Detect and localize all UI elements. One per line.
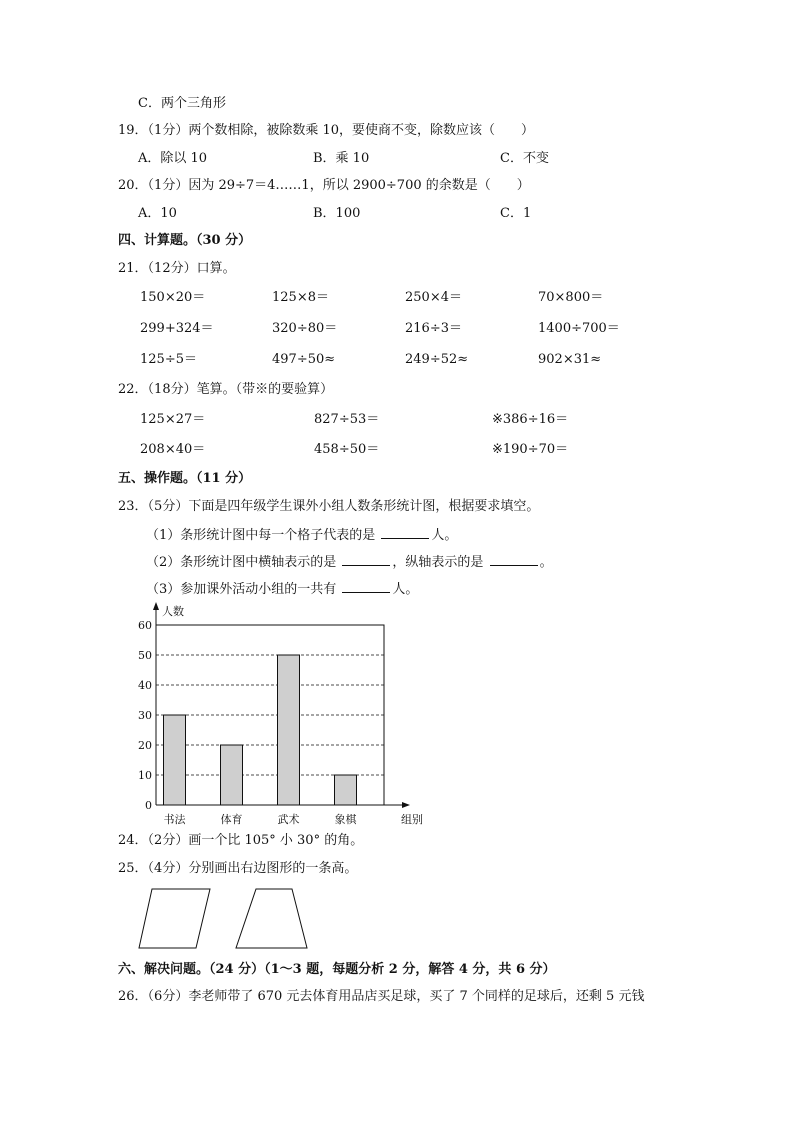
q21-item: 150×20＝ bbox=[140, 290, 206, 305]
y-tick-label: 40 bbox=[138, 679, 152, 692]
q22-item: 208×40＝ bbox=[140, 442, 206, 457]
q21-item: 250×4＝ bbox=[405, 290, 462, 305]
bar bbox=[221, 745, 243, 805]
q23-sub3-unit: 人。 bbox=[392, 582, 419, 597]
q23-sub3-text: （3）参加课外活动小组的一共有 bbox=[146, 582, 337, 597]
section5-title: 五、操作题。（11 分） bbox=[118, 471, 252, 486]
y-tick-label: 60 bbox=[138, 619, 152, 632]
q20-stem: 20．（1分）因为 29÷7＝4……1，所以 2900÷700 的余数是（ ） bbox=[118, 178, 530, 193]
q21-item: 249÷52≈ bbox=[405, 352, 469, 367]
q21-item: 902×31≈ bbox=[538, 352, 602, 367]
bar bbox=[164, 715, 186, 805]
q24-stem: 24．（2分）画一个比 105° 小 30° 的角。 bbox=[118, 833, 364, 848]
bar-chart bbox=[118, 600, 428, 830]
q21-item: 320÷80＝ bbox=[272, 321, 338, 336]
q19-option-b: B．乘 10 bbox=[313, 151, 370, 166]
q23-sub1-text: （1）条形统计图中每一个格子代表的是 bbox=[146, 528, 376, 543]
q22-item: 827÷53＝ bbox=[314, 412, 380, 427]
answer-blank[interactable] bbox=[381, 526, 429, 539]
y-tick-label: 20 bbox=[138, 739, 152, 752]
y-tick-label: 30 bbox=[138, 709, 152, 722]
x-tick-label: 象棋 bbox=[334, 813, 357, 826]
y-tick-label: 10 bbox=[138, 769, 152, 782]
q18-option-c: C．两个三角形 bbox=[138, 96, 226, 111]
q22-item: ※190÷70＝ bbox=[492, 442, 569, 457]
q21-item: 125÷5＝ bbox=[140, 352, 197, 367]
q23-sub2-mid: ，纵轴表示的是 bbox=[392, 555, 484, 570]
q23-sub2 bbox=[146, 553, 553, 571]
q19-option-c: C．不变 bbox=[500, 151, 549, 166]
x-tick-label: 体育 bbox=[220, 813, 243, 826]
q25-stem: 25．（4分）分别画出右边图形的一条高。 bbox=[118, 861, 358, 876]
answer-blank[interactable] bbox=[342, 553, 390, 566]
q23-sub2-text: （2）条形统计图中横轴表示的是 bbox=[146, 555, 337, 570]
y-tick-label: 0 bbox=[145, 799, 152, 812]
answer-blank[interactable] bbox=[342, 580, 390, 593]
section4-title: 四、计算题。（30 分） bbox=[118, 233, 252, 248]
q23-sub3 bbox=[146, 580, 418, 598]
q20-option-a: A．10 bbox=[138, 206, 177, 221]
q22-item: 458÷50＝ bbox=[314, 442, 380, 457]
trapezoid-shape bbox=[236, 889, 307, 948]
x-tick-label: 书法 bbox=[163, 813, 186, 826]
x-tick-label: 武术 bbox=[277, 813, 300, 826]
q22-item: ※386÷16＝ bbox=[492, 412, 569, 427]
y-axis-arrow bbox=[153, 602, 159, 610]
q21-stem: 21．（12分）口算。 bbox=[118, 261, 236, 276]
y-tick-label: 50 bbox=[138, 649, 152, 662]
q23-sub2-end: 。 bbox=[539, 555, 553, 570]
q21-item: 125×8＝ bbox=[272, 290, 329, 305]
y-axis-label: 人数 bbox=[162, 605, 184, 618]
bar bbox=[278, 655, 300, 805]
q21-item: 1400÷700＝ bbox=[538, 321, 620, 336]
q23-sub1-unit: 人。 bbox=[431, 528, 458, 543]
answer-blank[interactable] bbox=[490, 553, 538, 566]
q26-stem: 26．（6分）李老师带了 670 元去体育用品店买足球，买了 7 个同样的足球后，还剩 5 元钱 bbox=[118, 989, 645, 1004]
q21-item: 497÷50≈ bbox=[272, 352, 336, 367]
bar bbox=[335, 775, 357, 805]
q19-stem: 19．（1分）两个数相除，被除数乘 10，要使商不变，除数应该（ ） bbox=[118, 123, 534, 138]
shapes-figure bbox=[130, 880, 330, 955]
section6-title: 六、解决问题。（24 分）（1～3 题，每题分析 2 分，解答 4 分，共 6 分） bbox=[118, 962, 556, 977]
x-axis-arrow bbox=[402, 802, 410, 808]
q20-option-c: C．1 bbox=[500, 206, 532, 221]
q23-stem: 23．（5分）下面是四年级学生课外小组人数条形统计图，根据要求填空。 bbox=[118, 499, 540, 514]
parallelogram-shape bbox=[139, 889, 210, 948]
q22-stem: 22．（18分）笔算。（带※的要验算） bbox=[118, 382, 334, 397]
q22-item: 125×27＝ bbox=[140, 412, 206, 427]
q20-option-b: B．100 bbox=[313, 206, 361, 221]
q21-item: 70×800＝ bbox=[538, 290, 604, 305]
q21-item: 216÷3＝ bbox=[405, 321, 462, 336]
q21-item: 299+324＝ bbox=[140, 321, 214, 336]
q23-sub1 bbox=[146, 526, 457, 544]
q19-option-a: A．除以 10 bbox=[138, 151, 208, 166]
x-axis-label: 组别 bbox=[401, 813, 423, 826]
